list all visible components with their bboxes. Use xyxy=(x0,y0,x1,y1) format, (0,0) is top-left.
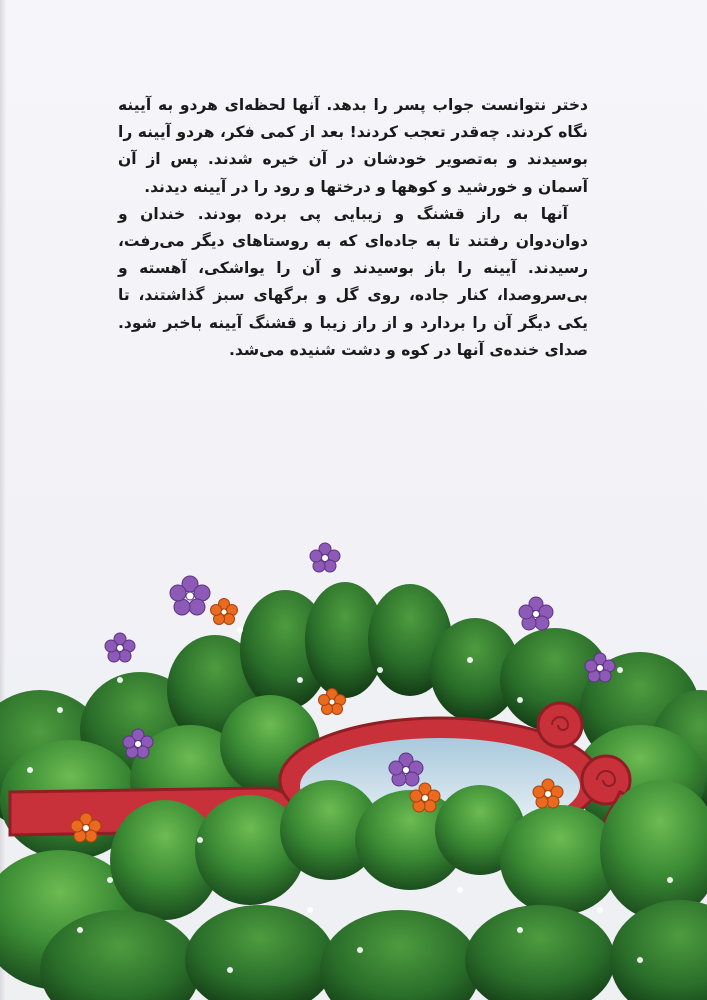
bushes-foreground xyxy=(40,900,707,1000)
purple-flower xyxy=(519,597,553,630)
purple-flower xyxy=(105,633,135,662)
purple-flower xyxy=(310,543,340,572)
story-paragraph-2: آنها به راز قشنگ و زیبایی پی برده بودند. خندان و دوان‌دوان رفتند تا به جاده‌ای که به روستاهای دیگر می‌رفت، رسیدند. آیینه را باز بوسیدند و آن را یواشکی، آهسته و بی‌سروصدا، کنار جاده، روی گل و برگهای سبز گذاشتند، تا یکی دیگر آن را بردارد و از راز زیبا و قشنگ آیینه باخبر شود. صدای خنده‌ی آنها در کوه و دشت شنیده می‌شد. xyxy=(118,204,588,359)
mirror-in-bushes-illustration xyxy=(0,530,707,1000)
story-text xyxy=(118,92,588,364)
purple-flower xyxy=(170,576,210,615)
orange-flower xyxy=(211,599,238,625)
story-paragraph-1: دختر نتوانست جواب پسر را بدهد. آنها لحظه‌ای هردو به آیینه نگاه کردند. چه‌قدر تعجب کردند! بعد از کمی فکر، هردو آیینه را بوسیدند و به‌تصویر خودشان در آن خیره شدند. پس از آن آسمان و خورشید و کوهها و درختها و رود را در آیینه دیدند. xyxy=(118,96,588,196)
